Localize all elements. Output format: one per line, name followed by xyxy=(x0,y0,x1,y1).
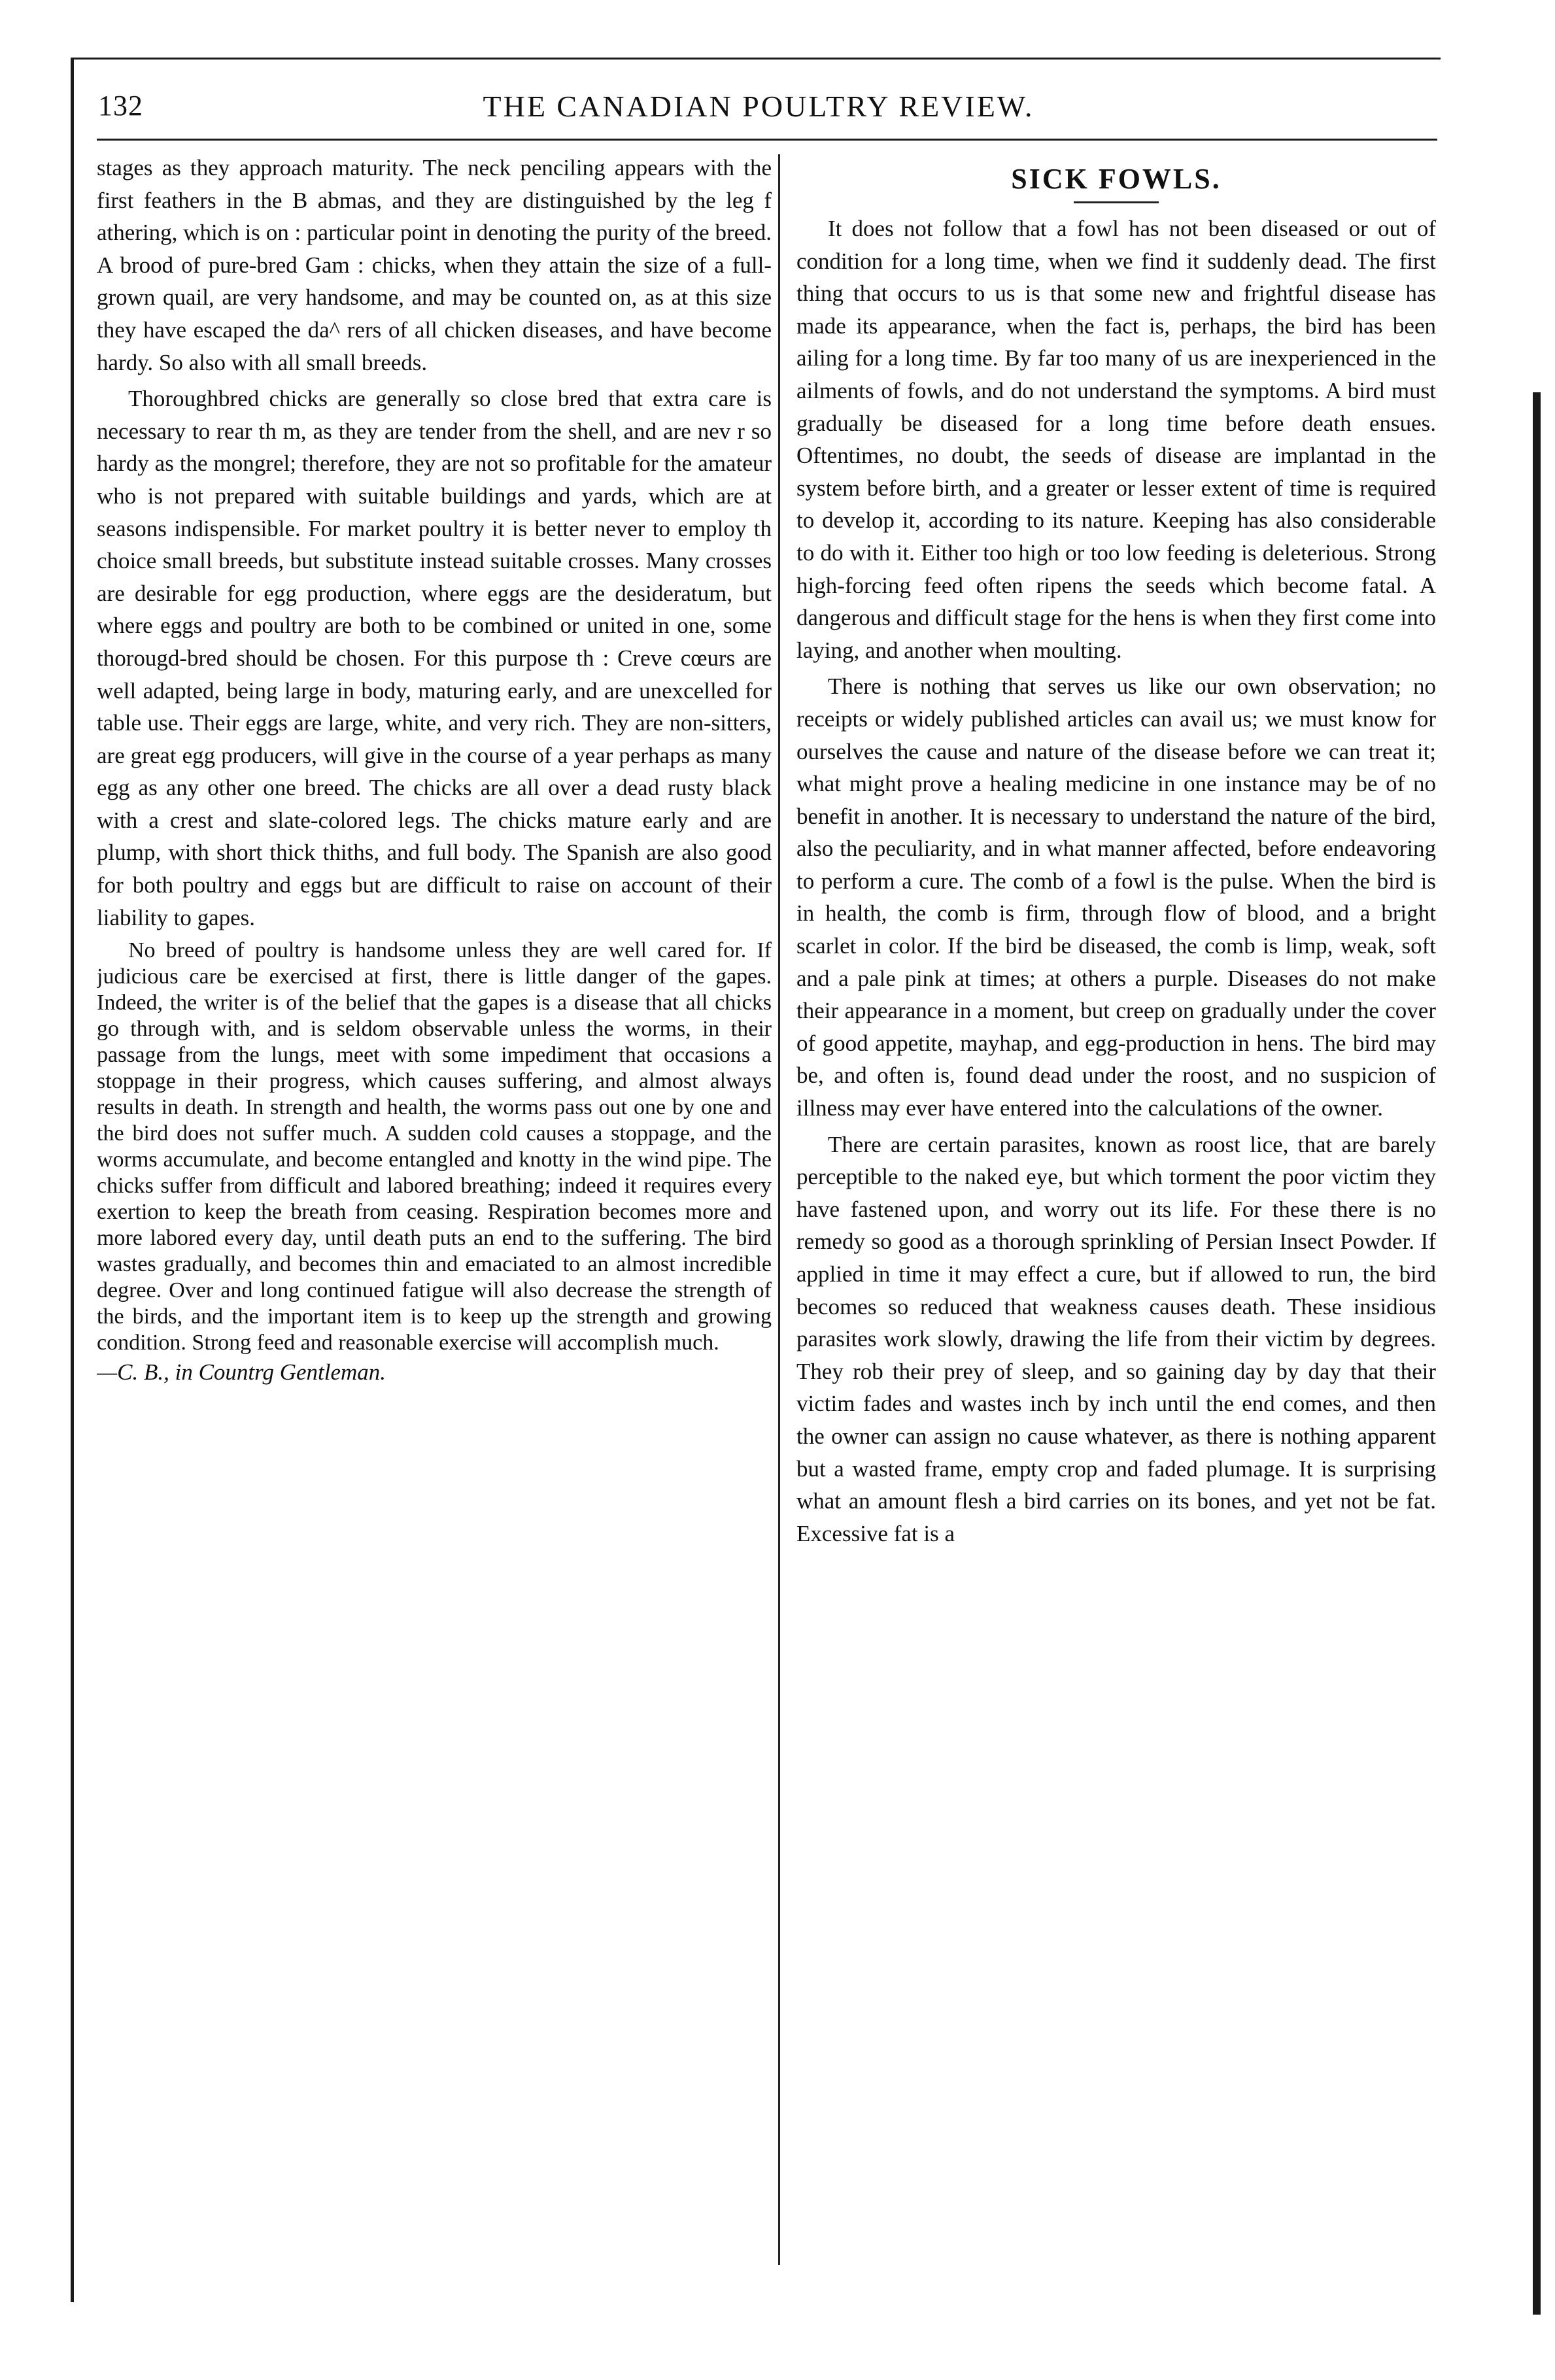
page-header xyxy=(85,77,1432,129)
right-paragraph-3: There are certain parasites, known as roost lice, that are barely perceptible to the naked eye, but which torment the poor victim they have fastened upon, and worry out its life. For these there is no remedy so good as a thorough sprinkling of Persian Insect Powder. If applied in time it may effect a cure, but if allowed to run, the bird becomes so reduced that weakness causes death. These insidious parasites work slowly, drawing the life from their victim by degrees. They rob their prey of sleep, and so gaining day by day that their victim fades and wastes inch by inch until the end comes, and then the owner can assign no cause whatever, as there is nothing apparent but a wasted frame, empty crop and faded plumage. It is surprising what an amount flesh a bird carries on its bones, and yet not be fat. Excessive fat is a xyxy=(796,1131,1436,1546)
journal-title: THE CANADIAN POULTRY REVIEW. xyxy=(483,90,1034,123)
left-paragraph-3: No breed of poultry is handsome unless they are well cared for. If judicious care be exercised at first, there is little danger of the gapes. Indeed, the writer is of the belief that the gapes is a disease that all chicks go through with, and is seldom observable unless the worms, in their passage from the lungs, meet with some impediment that occasions a stoppage in their progress, which causes suffering, and almost always results in death. In strength and health, the worms pass out one by one and the bird does not suffer much. A sudden cold causes a stoppage, and the worms accumulate, and become entangled and knotty in the wind pipe. The chicks suffer from difficult and labored breathing; indeed it requires every exertion to keep the breath from ceasing. Respiration becomes more and more labored every day, until death puts an end to the suffering. The bird wastes gradually, and becomes thin and emaciated to an almost incredible degree. Over and long continued fatigue will also decrease the strength of the birds, and the important item is to keep up the strength and growing condition. Strong feed and reasonable exercise will accomplish much. xyxy=(97,938,772,1355)
page-edge-shadow xyxy=(1533,392,1541,2315)
page-number: 132 xyxy=(98,90,143,122)
left-column xyxy=(97,152,772,2264)
left-paragraph-2: Thoroughbred chicks are generally so close bred that extra care is necessary to rear th m, as they are tender from the shell, and are nev r so hardy as the mongrel; therefore, they are not so profitable for the amateur who is not prepared with suitable buildings and yards, which are at seasons indispensible. For market poultry it is better never to employ th choice small breeds, but substitute instead suitable crosses. Many crosses are desirable for egg production, where eggs are the desideratum, but where eggs and poultry are both to be combined or united in one, some thorougd-bred should be chosen. For this purpose th : Creve cœurs are well adapted, being large in body, maturing early, and are unexcelled for table use. Their eggs are large, white, and very rich. They are non-sitters, are great egg producers, will give in the course of a year perhaps as many egg as any other one breed. The chicks are all over a dead rusty black with a crest and slate-colored legs. The chicks mature early and are plump, with short thick thiths, and full body. The Spanish are also good for both poultry and eggs but are difficult to raise on account of their liability to gapes. xyxy=(97,386,772,930)
heading-rule xyxy=(1074,201,1159,203)
left-paragraph-1: stages as they approach maturity. The neck penciling appears with the first feathers in the B abmas, and they are distinguished by the leg f athering, which is on : particular point in denoting the purity of the breed. A brood of pure-bred Gam : chicks, when they attain the size of a full-grown quail, are very handsome, and may be counted on, as at this size they have escaped the da^ rers of all chicken diseases, and have become hardy. So also with all small breeds. xyxy=(97,155,772,375)
column-divider xyxy=(778,154,780,2265)
article-heading: SICK FOWLS. xyxy=(1011,163,1222,195)
header-rule xyxy=(97,139,1437,141)
article-signature: —C. B., in Countrg Gentleman. xyxy=(97,1359,386,1386)
right-paragraph-1: It does not follow that a fowl has not been diseased or out of condition for a long time, when we find it suddenly dead. The first thing that occurs to us is that some new and frightful disease has made its appearance, when the fact is, perhaps, the bird has been ailing for a long time. By far too many of us are inexperienced in the ailments of fowls, and do not understand the symptoms. A bird must gradually be diseased for a long time before death ensues. Oftentimes, no doubt, the seeds of disease are implantad in the system before birth, and a greater or lesser extent of time is required to develop it, according to its nature. Keeping has also considerable to do with it. Either too high or too low feeding is deleterious. Strong high-forcing feed often ripens the seeds which become fatal. A dangerous and difficult stage for the hens is when they first come into laying, and another when moulting. xyxy=(796,216,1436,663)
right-column xyxy=(796,152,1436,2264)
right-paragraph-2: There is nothing that serves us like our own observation; no receipts or widely published articles can avail us; we must know for ourselves the cause and nature of the disease before we can treat it; what might prove a healing medicine in one instance may be of no benefit in another. It is necessary to understand the nature of the bird, also the peculiarity, and in what manner affected, before endeavoring to perform a cure. The comb of a fowl is the pulse. When the bird is in health, the comb is firm, through flow of blood, and a bright scarlet in color. If the bird be diseased, the comb is limp, weak, soft and a pale pink at times; at others a purple. Diseases do not make their appearance in a moment, but creep on gradually under the cover of good appetite, mayhap, and egg-production in hens. The bird may be, and often is, found dead under the roost, and no suspicion of illness may ever have entered into the calculations of the owner. xyxy=(796,673,1436,1121)
